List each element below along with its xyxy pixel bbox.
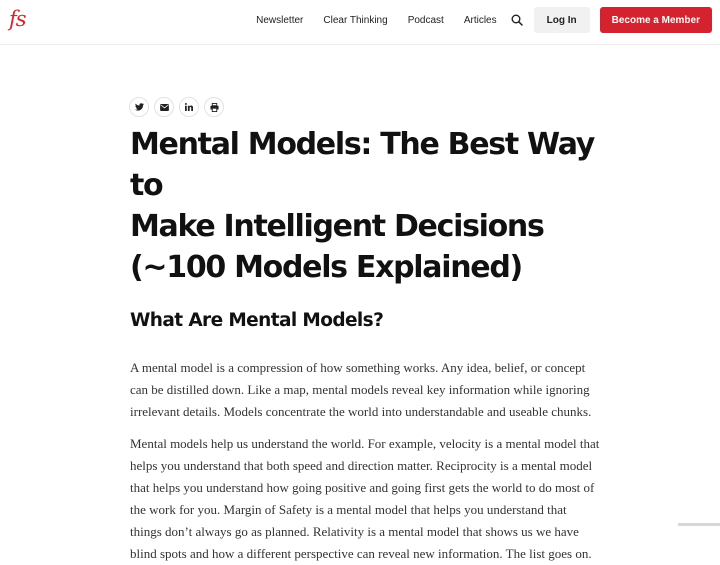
section-heading: What Are Mental Models? — [130, 308, 600, 334]
article-paragraph: A mental model is a compression of how something works. Any idea, belief, or concept can be distilled down. Like a map, mental models reveal key information while ignoring irrelevant details. Models concentrate the world into understandable and useable chunks. — [130, 357, 600, 423]
nav-clear-thinking[interactable]: Clear Thinking — [323, 15, 387, 26]
main-nav — [256, 0, 720, 40]
title-line: (~100 Models Explained) — [130, 247, 600, 288]
article-title — [130, 124, 600, 288]
site-header — [0, 0, 720, 45]
print-icon[interactable] — [204, 97, 224, 117]
linkedin-icon[interactable] — [179, 97, 199, 117]
email-icon[interactable] — [154, 97, 174, 117]
share-bar — [129, 97, 229, 117]
nav-articles[interactable]: Articles — [464, 15, 497, 26]
twitter-icon[interactable] — [129, 97, 149, 117]
nav-newsletter[interactable]: Newsletter — [256, 15, 303, 26]
title-line: Mental Models: The Best Way to — [130, 124, 600, 206]
search-icon[interactable] — [510, 13, 524, 27]
title-line: Make Intelligent Decisions — [130, 206, 600, 247]
login-button[interactable]: Log In — [534, 7, 590, 33]
become-member-button[interactable]: Become a Member — [600, 7, 712, 33]
article-paragraph: Mental models help us understand the world. For example, velocity is a mental model that helps you understand that both speed and direction matter. Reciprocity is a mental model that helps you understand how going positive and going first gets the world to do most of the work for you. Margin of Safety is a mental model that helps you understand that things don’t always go as planned. Relativity is a mental model that shows us we have blind spots and how a different perspective can reveal new information. The list goes on. — [130, 433, 600, 565]
article — [130, 124, 600, 565]
site-logo[interactable]: fs — [9, 7, 26, 31]
nav-podcast[interactable]: Podcast — [408, 15, 444, 26]
